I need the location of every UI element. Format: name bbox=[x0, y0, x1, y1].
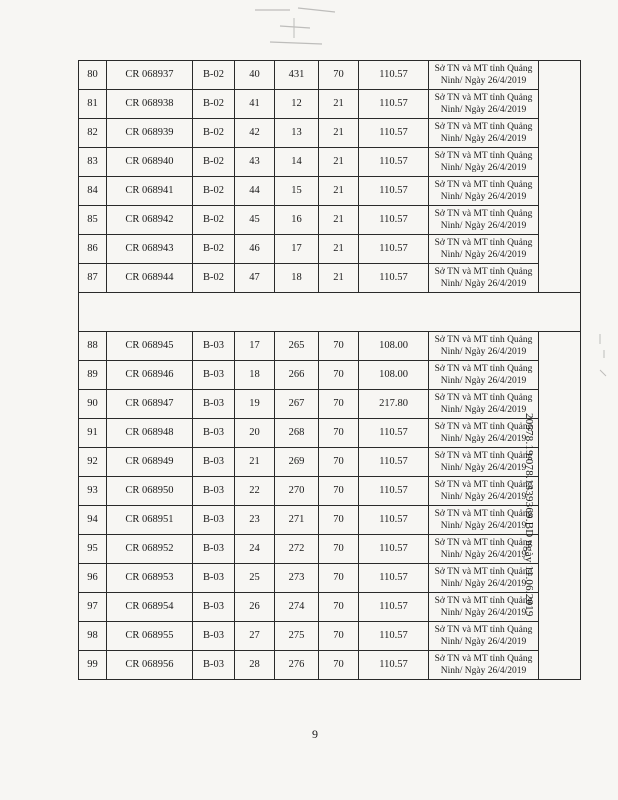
cell-code: CR 068938 bbox=[107, 90, 193, 119]
cell-lot: 47 bbox=[235, 264, 275, 293]
cell-lot: 17 bbox=[235, 332, 275, 361]
cell-years: 21 bbox=[319, 90, 359, 119]
cell-issuer bbox=[429, 177, 539, 206]
cell-parcel: 265 bbox=[275, 332, 319, 361]
cell-stt: 81 bbox=[79, 90, 107, 119]
cell-stt: 93 bbox=[79, 477, 107, 506]
table-row bbox=[79, 651, 581, 680]
issuer-line-2: Ninh/ Ngày 26/4/2019 bbox=[440, 134, 527, 144]
cell-lot: 18 bbox=[235, 361, 275, 390]
issuer-line-2: Ninh/ Ngày 26/4/2019 bbox=[440, 434, 527, 444]
issuer-line-2: Ninh/ Ngày 26/4/2019 bbox=[440, 250, 527, 260]
cell-issuer bbox=[429, 206, 539, 235]
cell-stt: 99 bbox=[79, 651, 107, 680]
cell-years: 70 bbox=[319, 593, 359, 622]
issuer-line-2: Ninh/ Ngày 26/4/2019 bbox=[440, 347, 527, 357]
cell-years: 21 bbox=[319, 119, 359, 148]
cell-area: 110.57 bbox=[359, 119, 429, 148]
cell-lot: 45 bbox=[235, 206, 275, 235]
cell-area: 110.57 bbox=[359, 90, 429, 119]
cell-area: 110.57 bbox=[359, 593, 429, 622]
cell-lot: 23 bbox=[235, 506, 275, 535]
cell-parcel: 17 bbox=[275, 235, 319, 264]
cell-block: B-02 bbox=[193, 90, 235, 119]
table-row bbox=[79, 564, 581, 593]
cell-block: B-03 bbox=[193, 332, 235, 361]
cell-block: B-02 bbox=[193, 235, 235, 264]
cell-code: CR 068940 bbox=[107, 148, 193, 177]
cell-parcel: 12 bbox=[275, 90, 319, 119]
certificate-table bbox=[78, 60, 581, 680]
cell-area: 110.57 bbox=[359, 419, 429, 448]
cell-parcel: 266 bbox=[275, 361, 319, 390]
cell-years: 70 bbox=[319, 506, 359, 535]
table-row bbox=[79, 448, 581, 477]
cell-lot: 28 bbox=[235, 651, 275, 680]
cell-block: B-02 bbox=[193, 264, 235, 293]
table-row bbox=[79, 477, 581, 506]
table-row bbox=[79, 332, 581, 361]
cell-years: 70 bbox=[319, 419, 359, 448]
cell-years: 70 bbox=[319, 564, 359, 593]
issuer-line-1: Sở TN và MT tỉnh Quảng bbox=[434, 238, 533, 248]
side-column-cell bbox=[539, 61, 581, 293]
cell-area: 110.57 bbox=[359, 622, 429, 651]
cell-area: 110.57 bbox=[359, 206, 429, 235]
issuer-line-1: Sở TN và MT tỉnh Quảng bbox=[434, 64, 533, 74]
group-separator-cell bbox=[79, 293, 581, 332]
registration-side-note-text: 20578.19.078.1339369.BD ngày 11.06.2019 bbox=[523, 413, 535, 617]
cell-stt: 97 bbox=[79, 593, 107, 622]
cell-stt: 80 bbox=[79, 61, 107, 90]
cell-stt: 96 bbox=[79, 564, 107, 593]
issuer-line-2: Ninh/ Ngày 26/4/2019 bbox=[440, 521, 527, 531]
cell-block: B-02 bbox=[193, 177, 235, 206]
cell-stt: 85 bbox=[79, 206, 107, 235]
cell-block: B-03 bbox=[193, 419, 235, 448]
issuer-line-1: Sở TN và MT tỉnh Quảng bbox=[434, 209, 533, 219]
cell-block: B-03 bbox=[193, 361, 235, 390]
issuer-line-2: Ninh/ Ngày 26/4/2019 bbox=[440, 221, 527, 231]
cell-code: CR 068952 bbox=[107, 535, 193, 564]
registration-side-note bbox=[521, 413, 537, 617]
cell-lot: 41 bbox=[235, 90, 275, 119]
cell-parcel: 272 bbox=[275, 535, 319, 564]
issuer-line-2: Ninh/ Ngày 26/4/2019 bbox=[440, 463, 527, 473]
cell-stt: 83 bbox=[79, 148, 107, 177]
issuer-line-2: Ninh/ Ngày 26/4/2019 bbox=[440, 192, 527, 202]
cell-parcel: 16 bbox=[275, 206, 319, 235]
cell-block: B-03 bbox=[193, 477, 235, 506]
issuer-line-2: Ninh/ Ngày 26/4/2019 bbox=[440, 608, 527, 618]
cell-parcel: 18 bbox=[275, 264, 319, 293]
table-row bbox=[79, 235, 581, 264]
cell-code: CR 068939 bbox=[107, 119, 193, 148]
cell-stt: 91 bbox=[79, 419, 107, 448]
cell-block: B-03 bbox=[193, 506, 235, 535]
cell-lot: 27 bbox=[235, 622, 275, 651]
cell-code: CR 068943 bbox=[107, 235, 193, 264]
cell-stt: 90 bbox=[79, 390, 107, 419]
issuer-line-1: Sở TN và MT tỉnh Quảng bbox=[434, 393, 533, 403]
cell-stt: 86 bbox=[79, 235, 107, 264]
cell-area: 110.57 bbox=[359, 61, 429, 90]
table-row bbox=[79, 593, 581, 622]
cell-block: B-03 bbox=[193, 593, 235, 622]
cell-years: 70 bbox=[319, 477, 359, 506]
cell-stt: 98 bbox=[79, 622, 107, 651]
table-row bbox=[79, 419, 581, 448]
issuer-line-2: Ninh/ Ngày 26/4/2019 bbox=[440, 550, 527, 560]
cell-block: B-02 bbox=[193, 119, 235, 148]
cell-area: 110.57 bbox=[359, 651, 429, 680]
cell-lot: 25 bbox=[235, 564, 275, 593]
cell-code: CR 068944 bbox=[107, 264, 193, 293]
issuer-line-1: Sở TN và MT tỉnh Quảng bbox=[434, 151, 533, 161]
cell-area: 110.57 bbox=[359, 564, 429, 593]
cell-years: 70 bbox=[319, 361, 359, 390]
issuer-line-1: Sở TN và MT tỉnh Quảng bbox=[434, 451, 533, 461]
cell-code: CR 068948 bbox=[107, 419, 193, 448]
margin-marks bbox=[596, 330, 612, 390]
issuer-line-2: Ninh/ Ngày 26/4/2019 bbox=[440, 637, 527, 647]
issuer-line-1: Sở TN và MT tỉnh Quảng bbox=[434, 180, 533, 190]
table-row bbox=[79, 177, 581, 206]
cell-stt: 95 bbox=[79, 535, 107, 564]
cell-block: B-03 bbox=[193, 651, 235, 680]
cell-years: 70 bbox=[319, 448, 359, 477]
cell-parcel: 273 bbox=[275, 564, 319, 593]
cell-code: CR 068937 bbox=[107, 61, 193, 90]
cell-stt: 87 bbox=[79, 264, 107, 293]
cell-code: CR 068954 bbox=[107, 593, 193, 622]
cell-code: CR 068950 bbox=[107, 477, 193, 506]
cell-issuer bbox=[429, 332, 539, 361]
cell-code: CR 068956 bbox=[107, 651, 193, 680]
cell-code: CR 068947 bbox=[107, 390, 193, 419]
side-column-cell bbox=[539, 332, 581, 680]
cell-stt: 84 bbox=[79, 177, 107, 206]
cell-years: 70 bbox=[319, 332, 359, 361]
cell-block: B-03 bbox=[193, 564, 235, 593]
stamp-remnant bbox=[250, 4, 340, 50]
cell-parcel: 275 bbox=[275, 622, 319, 651]
cell-years: 21 bbox=[319, 264, 359, 293]
cell-parcel: 276 bbox=[275, 651, 319, 680]
cell-area: 110.57 bbox=[359, 177, 429, 206]
cell-issuer bbox=[429, 390, 539, 419]
table-row bbox=[79, 390, 581, 419]
table-row bbox=[79, 622, 581, 651]
cell-block: B-03 bbox=[193, 448, 235, 477]
cell-area: 110.57 bbox=[359, 148, 429, 177]
cell-block: B-02 bbox=[193, 61, 235, 90]
cell-years: 70 bbox=[319, 390, 359, 419]
cell-issuer bbox=[429, 148, 539, 177]
issuer-line-1: Sở TN và MT tỉnh Quảng bbox=[434, 509, 533, 519]
cell-lot: 24 bbox=[235, 535, 275, 564]
cell-years: 70 bbox=[319, 535, 359, 564]
cell-block: B-02 bbox=[193, 148, 235, 177]
issuer-line-2: Ninh/ Ngày 26/4/2019 bbox=[440, 279, 527, 289]
issuer-line-2: Ninh/ Ngày 26/4/2019 bbox=[440, 492, 527, 502]
cell-issuer bbox=[429, 361, 539, 390]
cell-lot: 43 bbox=[235, 148, 275, 177]
issuer-line-1: Sở TN và MT tỉnh Quảng bbox=[434, 335, 533, 345]
cell-area: 217.80 bbox=[359, 390, 429, 419]
cell-parcel: 274 bbox=[275, 593, 319, 622]
table-row bbox=[79, 148, 581, 177]
issuer-line-1: Sở TN và MT tỉnh Quảng bbox=[434, 567, 533, 577]
cell-area: 110.57 bbox=[359, 477, 429, 506]
cell-stt: 88 bbox=[79, 332, 107, 361]
cell-code: CR 068951 bbox=[107, 506, 193, 535]
cell-lot: 20 bbox=[235, 419, 275, 448]
issuer-line-1: Sở TN và MT tỉnh Quảng bbox=[434, 122, 533, 132]
cell-area: 108.00 bbox=[359, 332, 429, 361]
cell-code: CR 068945 bbox=[107, 332, 193, 361]
issuer-line-1: Sở TN và MT tỉnh Quảng bbox=[434, 538, 533, 548]
cell-area: 110.57 bbox=[359, 264, 429, 293]
cell-parcel: 13 bbox=[275, 119, 319, 148]
cell-area: 110.57 bbox=[359, 506, 429, 535]
issuer-line-2: Ninh/ Ngày 26/4/2019 bbox=[440, 666, 527, 676]
cell-code: CR 068946 bbox=[107, 361, 193, 390]
cell-block: B-02 bbox=[193, 206, 235, 235]
cell-code: CR 068953 bbox=[107, 564, 193, 593]
issuer-line-1: Sở TN và MT tỉnh Quảng bbox=[434, 364, 533, 374]
cell-issuer bbox=[429, 651, 539, 680]
cell-issuer bbox=[429, 90, 539, 119]
issuer-line-1: Sở TN và MT tỉnh Quảng bbox=[434, 422, 533, 432]
cell-code: CR 068955 bbox=[107, 622, 193, 651]
cell-years: 21 bbox=[319, 148, 359, 177]
cell-code: CR 068942 bbox=[107, 206, 193, 235]
cell-lot: 42 bbox=[235, 119, 275, 148]
table-row bbox=[79, 506, 581, 535]
cell-issuer bbox=[429, 622, 539, 651]
cell-block: B-03 bbox=[193, 622, 235, 651]
cell-years: 70 bbox=[319, 651, 359, 680]
table-row bbox=[79, 264, 581, 293]
cell-stt: 82 bbox=[79, 119, 107, 148]
issuer-line-2: Ninh/ Ngày 26/4/2019 bbox=[440, 579, 527, 589]
cell-parcel: 431 bbox=[275, 61, 319, 90]
cell-code: CR 068949 bbox=[107, 448, 193, 477]
cell-area: 108.00 bbox=[359, 361, 429, 390]
issuer-line-2: Ninh/ Ngày 26/4/2019 bbox=[440, 105, 527, 115]
cell-lot: 46 bbox=[235, 235, 275, 264]
cell-years: 70 bbox=[319, 622, 359, 651]
cell-parcel: 271 bbox=[275, 506, 319, 535]
cell-parcel: 270 bbox=[275, 477, 319, 506]
cell-stt: 89 bbox=[79, 361, 107, 390]
cell-lot: 40 bbox=[235, 61, 275, 90]
cell-years: 70 bbox=[319, 61, 359, 90]
cell-parcel: 268 bbox=[275, 419, 319, 448]
issuer-line-1: Sở TN và MT tỉnh Quảng bbox=[434, 480, 533, 490]
table-row bbox=[79, 535, 581, 564]
cell-years: 21 bbox=[319, 235, 359, 264]
cell-area: 110.57 bbox=[359, 448, 429, 477]
table-row bbox=[79, 206, 581, 235]
cell-area: 110.57 bbox=[359, 535, 429, 564]
group-separator-row bbox=[79, 293, 581, 332]
cell-area: 110.57 bbox=[359, 235, 429, 264]
cell-block: B-03 bbox=[193, 535, 235, 564]
table-row bbox=[79, 90, 581, 119]
issuer-line-2: Ninh/ Ngày 26/4/2019 bbox=[440, 76, 527, 86]
cell-lot: 19 bbox=[235, 390, 275, 419]
cell-lot: 26 bbox=[235, 593, 275, 622]
cell-stt: 92 bbox=[79, 448, 107, 477]
cell-parcel: 14 bbox=[275, 148, 319, 177]
cell-issuer bbox=[429, 119, 539, 148]
table-row bbox=[79, 119, 581, 148]
cell-issuer bbox=[429, 264, 539, 293]
issuer-line-2: Ninh/ Ngày 26/4/2019 bbox=[440, 376, 527, 386]
cell-stt: 94 bbox=[79, 506, 107, 535]
cell-issuer bbox=[429, 235, 539, 264]
cell-code: CR 068941 bbox=[107, 177, 193, 206]
issuer-line-1: Sở TN và MT tỉnh Quảng bbox=[434, 654, 533, 664]
cell-years: 21 bbox=[319, 177, 359, 206]
cell-lot: 44 bbox=[235, 177, 275, 206]
issuer-line-1: Sở TN và MT tỉnh Quảng bbox=[434, 625, 533, 635]
issuer-line-1: Sở TN và MT tỉnh Quảng bbox=[434, 267, 533, 277]
table-row bbox=[79, 61, 581, 90]
cell-parcel: 15 bbox=[275, 177, 319, 206]
issuer-line-1: Sở TN và MT tỉnh Quảng bbox=[434, 93, 533, 103]
cell-parcel: 269 bbox=[275, 448, 319, 477]
issuer-line-2: Ninh/ Ngày 26/4/2019 bbox=[440, 405, 527, 415]
table-row bbox=[79, 361, 581, 390]
page-number: 9 bbox=[312, 727, 318, 741]
issuer-line-1: Sở TN và MT tỉnh Quảng bbox=[434, 596, 533, 606]
cell-lot: 22 bbox=[235, 477, 275, 506]
issuer-line-2: Ninh/ Ngày 26/4/2019 bbox=[440, 163, 527, 173]
cell-lot: 21 bbox=[235, 448, 275, 477]
cell-parcel: 267 bbox=[275, 390, 319, 419]
cell-issuer bbox=[429, 61, 539, 90]
cell-block: B-03 bbox=[193, 390, 235, 419]
cell-years: 21 bbox=[319, 206, 359, 235]
